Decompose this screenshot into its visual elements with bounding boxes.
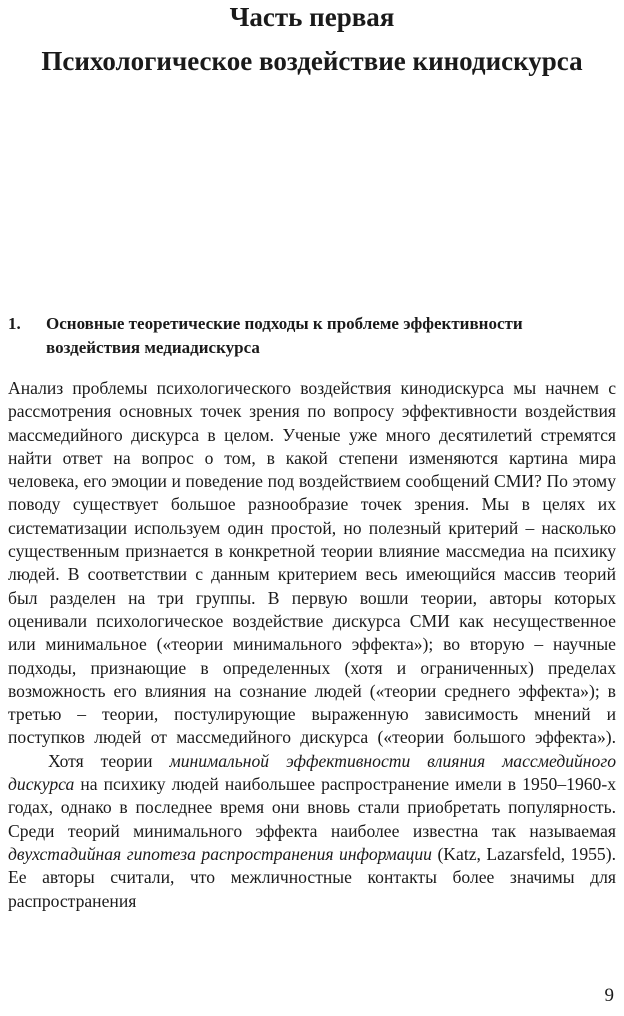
section-title: Основные теоретические подходы к проблеме эффективности воздействия медиадискурса xyxy=(46,314,523,357)
part-title: Психологическое воздействие кинодискурса xyxy=(41,46,583,76)
section-number: 1. xyxy=(8,314,21,333)
paragraph-2 xyxy=(8,750,616,913)
paragraph-2-text-2: на психику людей наибольшее распространение имели в 1950–1960-х годах, однако в последнее время они вновь стали приобретать популярность. Среди теорий минимального эффекта наиболее известна так называемая xyxy=(8,774,616,841)
paragraph-1: Анализ проблемы психологического воздействия кинодискурса мы начнем с рассмотрения основных точек зрения по вопросу эффективности воздействия массмедийного дискурса в целом. Ученые уже много десятилетий стремятся найти ответ на вопрос о том, в какой степени изменяются картина мира человека, его эмоции и поведение под воздействием сообщений СМИ? По этому поводу существует большое разнообразие точек зрения. Мы в целях их систематизации используем один простой, но полезный критерий – насколько существенным признается в конкретной теории влияние массмедиа на психику людей. В соответствии с данным критерием весь имеющийся массив теорий был разделен на три группы. В первую вошли теории, авторы которых оценивали психологическое воздействие дискурса СМИ как несущественное или минимальное («теории минимального эффекта»); во вторую – научные подходы, признающие в определенных (хотя и ограниченных) пределах возможность его влияния на сознание людей («теории среднего эффекта»); в третью – теории, постулирующие выраженную зависимость мнений и поступков людей от массмедийного дискурса («теории большого эффекта»). xyxy=(8,378,616,748)
paragraph-2-text-1: Хотя теории xyxy=(48,750,170,771)
section-heading xyxy=(8,312,618,359)
part-label: Часть первая xyxy=(229,2,395,32)
paragraph-2-emphasis-2: двухстадийная гипотеза распространения информации xyxy=(8,843,432,864)
body-text xyxy=(8,377,616,913)
paragraph-2-text-3: (Katz, Lazarsfeld, 1955). Ее авторы считали, что межличностные контакты более значимы для распространения xyxy=(8,843,616,911)
page-number: 9 xyxy=(604,985,614,1006)
paragraph-2-emphasis-1: минимальной эффективности влияния массмедийного дискурса xyxy=(8,750,616,795)
